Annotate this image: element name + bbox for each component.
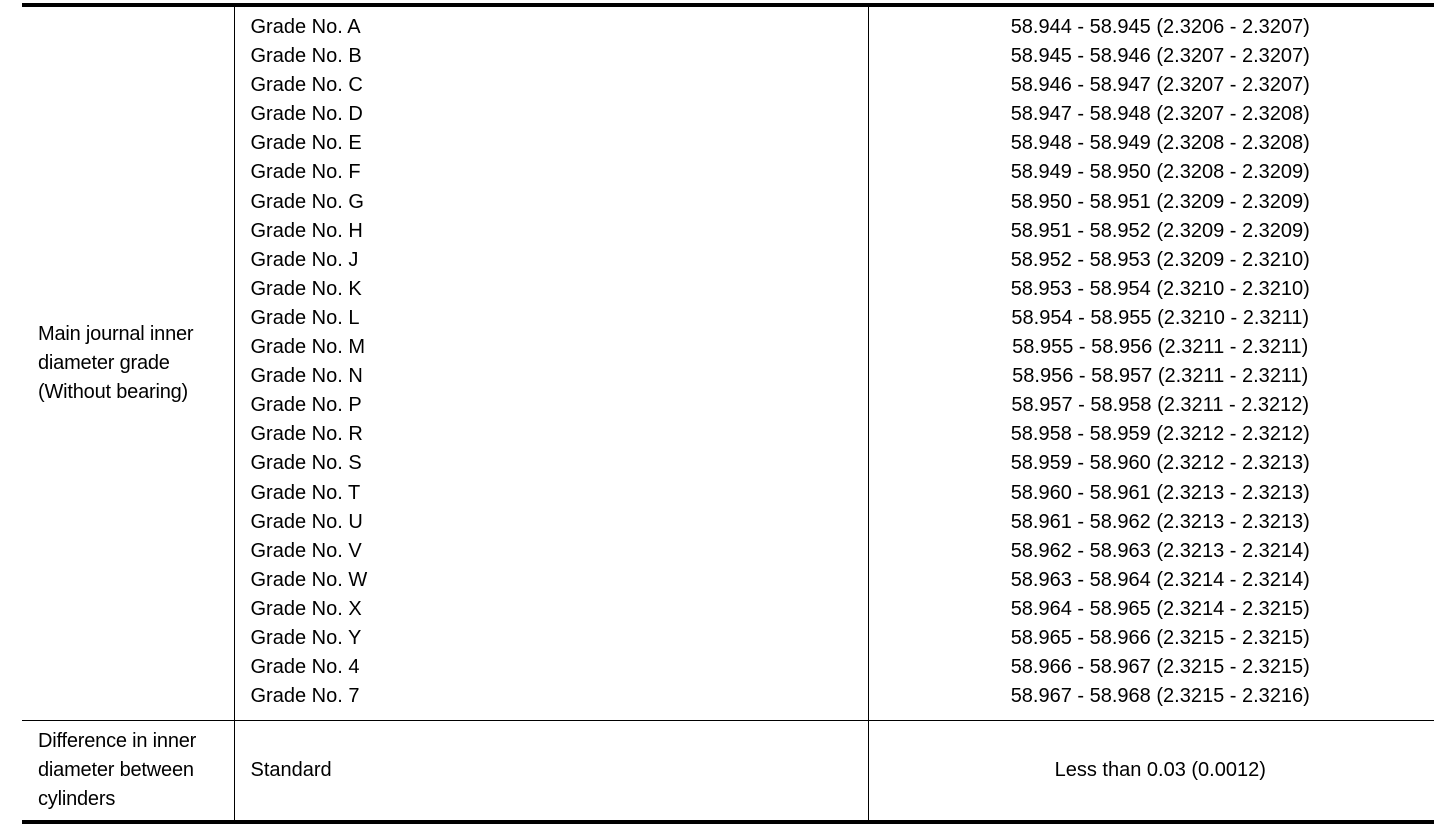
- grade-label: Grade No. V: [250, 539, 362, 562]
- grade-label: Grade No. L: [250, 306, 360, 329]
- grade-section-row: [22, 5, 1434, 721]
- grade-value: 58.962 - 58.963 (2.3213 - 2.3214): [1010, 539, 1310, 562]
- item-line: Main journal inner: [38, 322, 194, 345]
- grade-label: Grade No. M: [250, 336, 365, 359]
- standard-label-cell: Standard: [234, 721, 868, 823]
- grade-value: 58.946 - 58.947 (2.3207 - 2.3207): [1010, 74, 1310, 97]
- grade-value: 58.965 - 58.966 (2.3215 - 2.3215): [1010, 626, 1310, 649]
- grade-label: Grade No. R: [250, 423, 363, 446]
- grade-value: 58.959 - 58.960 (2.3212 - 2.3213): [1010, 452, 1310, 475]
- grade-label: Grade No. P: [250, 394, 362, 417]
- standard-value-cell: Less than 0.03 (0.0012): [868, 721, 1434, 823]
- grade-value: 58.966 - 58.967 (2.3215 - 2.3215): [1010, 656, 1310, 679]
- grade-value: 58.956 - 58.957 (2.3211 - 2.3211): [1012, 365, 1309, 388]
- grade-value: 58.957 - 58.958 (2.3211 - 2.3212): [1011, 394, 1310, 417]
- grade-label: Grade No. F: [250, 161, 361, 184]
- grade-value: 58.960 - 58.961 (2.3213 - 2.3213): [1010, 481, 1310, 504]
- grade-label: Grade No. 4: [250, 656, 360, 679]
- grade-value: 58.967 - 58.968 (2.3215 - 2.3216): [1010, 685, 1310, 708]
- item-line: diameter between: [38, 759, 194, 782]
- item-name-cell: [22, 5, 234, 721]
- difference-section-row: [22, 721, 1434, 823]
- grade-value: 58.963 - 58.964 (2.3214 - 2.3214): [1010, 568, 1310, 591]
- grade-label: Grade No. C: [250, 74, 363, 97]
- grade-label: Grade No. A: [250, 16, 361, 38]
- grade-label: Grade No. S: [250, 452, 362, 475]
- grade-label: Grade No. H: [250, 219, 363, 242]
- grade-values-cell: [868, 5, 1434, 721]
- grade-value: 58.953 - 58.954 (2.3210 - 2.3210): [1010, 277, 1310, 300]
- item-line: Difference in inner: [38, 730, 197, 753]
- grade-value: 58.954 - 58.955 (2.3210 - 2.3211): [1011, 306, 1310, 329]
- grade-label: Grade No. X: [250, 597, 362, 620]
- grade-label: Grade No. J: [250, 248, 359, 271]
- grade-label: Grade No. Y: [250, 626, 362, 649]
- grade-value: 58.945 - 58.946 (2.3207 - 2.3207): [1010, 45, 1310, 68]
- grade-label: Grade No. U: [250, 510, 363, 533]
- grade-value: 58.964 - 58.965 (2.3214 - 2.3215): [1010, 597, 1310, 620]
- grade-label: Grade No. 7: [250, 685, 360, 708]
- grade-label: Grade No. N: [250, 365, 363, 388]
- grade-value: 58.955 - 58.956 (2.3211 - 2.3211): [1012, 336, 1309, 359]
- item-name-cell: [22, 721, 234, 823]
- grade-value: 58.961 - 58.962 (2.3213 - 2.3213): [1010, 510, 1310, 533]
- grade-label: Grade No. K: [250, 277, 362, 300]
- grade-value: 58.949 - 58.950 (2.3208 - 2.3209): [1010, 161, 1310, 184]
- grade-label: Grade No. E: [250, 132, 362, 155]
- grade-value: 58.948 - 58.949 (2.3208 - 2.3208): [1010, 132, 1310, 155]
- grade-value: 58.958 - 58.959 (2.3212 - 2.3212): [1010, 423, 1310, 446]
- grade-value: 58.944 - 58.945 (2.3206 - 2.3207): [1010, 16, 1310, 38]
- grade-label: Grade No. B: [250, 45, 362, 68]
- grade-value: 58.950 - 58.951 (2.3209 - 2.3209): [1010, 190, 1310, 213]
- grade-value: 58.951 - 58.952 (2.3209 - 2.3209): [1010, 219, 1310, 242]
- grade-labels-cell: [234, 5, 868, 721]
- item-line: diameter grade: [38, 352, 170, 375]
- grade-value: 58.952 - 58.953 (2.3209 - 2.3210): [1010, 248, 1310, 271]
- grade-value: 58.947 - 58.948 (2.3207 - 2.3208): [1010, 103, 1310, 126]
- journal-spec-table: [22, 3, 1434, 824]
- item-line: (Without bearing): [38, 381, 188, 404]
- grade-label: Grade No. W: [250, 568, 368, 591]
- item-line: cylinders: [38, 788, 116, 811]
- grade-label: Grade No. G: [250, 190, 364, 213]
- grade-label: Grade No. T: [250, 481, 361, 504]
- grade-label: Grade No. D: [250, 103, 363, 126]
